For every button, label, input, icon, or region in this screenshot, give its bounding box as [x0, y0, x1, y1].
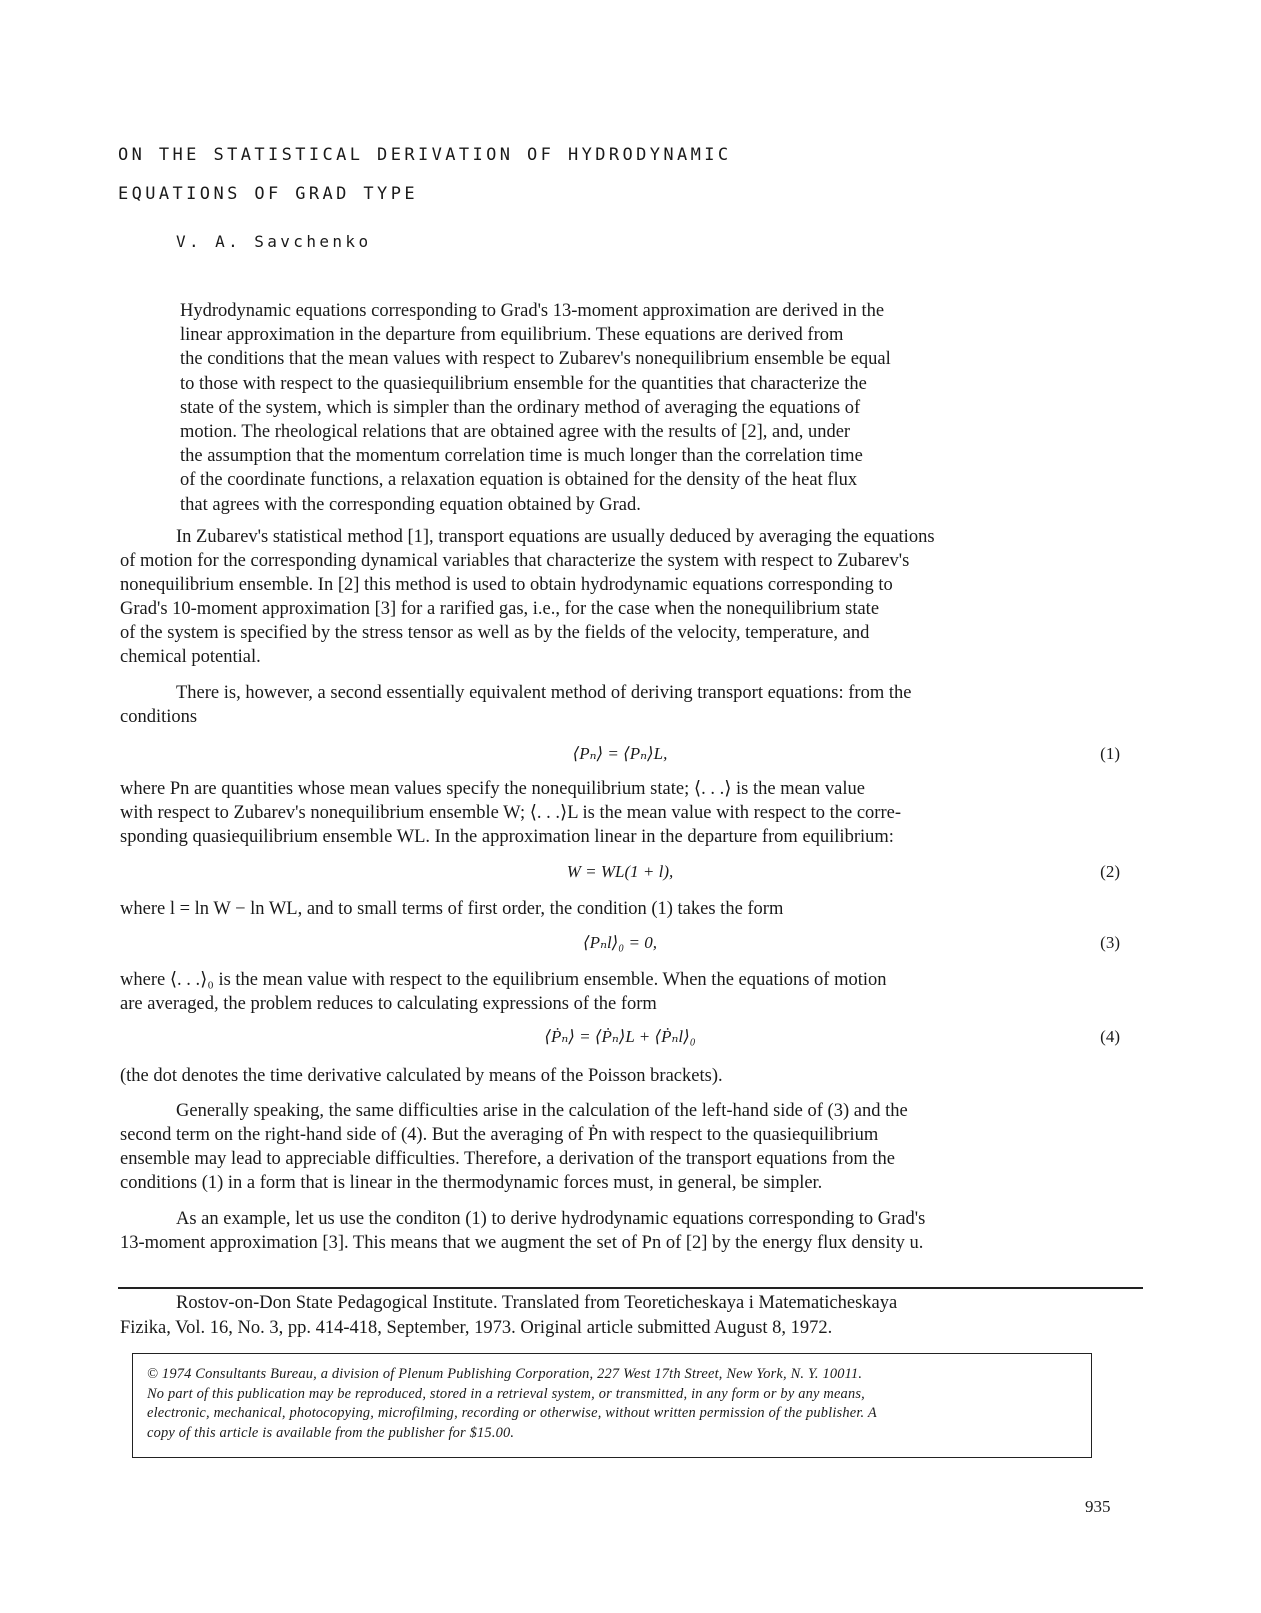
copyright-line: © 1974 Consultants Bureau, a division of Plenum Publishing Corporation, 227 West 17th Street, New York, N. Y. 10011. [147, 1366, 863, 1382]
abstract-line: motion. The rheological relations that are obtained agree with the results of [2], and, under [180, 422, 851, 443]
paragraph-line: conditions [120, 707, 198, 727]
abstract-line: that agrees with the corresponding equation obtained by Grad. [180, 494, 641, 515]
abstract-line: of the coordinate functions, a relaxation equation is obtained for the density of the heat flux [180, 470, 858, 491]
equation-number: (4) [1100, 1027, 1120, 1046]
paragraph-line: chemical potential. [120, 647, 261, 667]
paragraph-line: 13-moment approximation [3]. This means that we augment the set of Pn of [2] by the energy flux density u. [120, 1233, 924, 1253]
paragraph-line: Generally speaking, the same difficulties arise in the calculation of the left-hand side of (3) and the [176, 1101, 908, 1121]
affiliation-note [120, 1291, 1140, 1340]
equation-number: (1) [1100, 744, 1120, 763]
paragraph-4 [120, 897, 1140, 921]
copyright-line: copy of this article is available from the publisher for $15.00. [147, 1424, 515, 1441]
paragraph-line: second term on the right-hand side of (4). But the averaging of Ṗn with respect to the quasiequilibrium [120, 1125, 879, 1145]
paragraph-7 [120, 1099, 1140, 1195]
paragraph-line: Grad's 10-moment approximation [3] for a rarified gas, i.e., for the case when the nonequilibrium state [120, 599, 880, 619]
equation-number: (3) [1100, 933, 1120, 952]
equation-4 [120, 1027, 1120, 1051]
paragraph-2 [120, 681, 1140, 729]
paragraph-line: In Zubarev's statistical method [1], transport equations are usually deduced by averaging the equations [176, 527, 935, 547]
footnote-divider [118, 1287, 1143, 1289]
paragraph-line: of motion for the corresponding dynamical variables that characterize the system with respect to Zubarev's [120, 551, 910, 571]
paragraph-6 [120, 1064, 1140, 1088]
copyright-line: No part of this publication may be reproduced, stored in a retrieval system, or transmitted, in any form or by any means, [147, 1385, 865, 1402]
abstract-line: Hydrodynamic equations corresponding to Grad's 13-moment approximation are derived in the [180, 301, 885, 321]
equation-expression: W = WL(1 + l), [566, 862, 674, 881]
paragraph-line: where ⟨. . .⟩₀ is the mean value with respect to the equilibrium ensemble. When the equations of motion [120, 970, 887, 990]
equation-expression: ⟨Pₙl⟩₀ = 0, [583, 933, 657, 952]
equation-1 [120, 744, 1120, 768]
paragraph-line: where l = ln W − ln WL, and to small terms of first order, the condition (1) takes the form [120, 899, 784, 919]
paragraph-line: (the dot denotes the time derivative calculated by means of the Poisson brackets). [120, 1066, 723, 1086]
abstract-line: to those with respect to the quasiequilibrium ensemble for the quantities that characterize the [180, 373, 867, 394]
paragraph-line: are averaged, the problem reduces to calculating expressions of the form [120, 994, 657, 1014]
page-number: 935 [1085, 1497, 1111, 1516]
paragraph-1 [120, 525, 1140, 669]
paragraph-line: where Pn are quantities whose mean values specify the nonequilibrium state; ⟨. . .⟩ is the mean value [120, 779, 865, 799]
equation-number: (2) [1100, 862, 1120, 881]
equation-2 [120, 862, 1120, 886]
paragraph-5 [120, 968, 1140, 1016]
paragraph-8 [120, 1207, 1140, 1255]
paragraph-line: There is, however, a second essentially equivalent method of deriving transport equations: from the [176, 683, 912, 703]
abstract-line: the conditions that the mean values with respect to Zubarev's nonequilibrium ensemble be equal [180, 349, 891, 370]
abstract-line: the assumption that the momentum correlation time is much longer than the correlation time [180, 446, 863, 467]
affiliation-line: Rostov-on-Don State Pedagogical Institute. Translated from Teoreticheskaya i Matematicheskaya [176, 1293, 898, 1313]
paragraph-line: nonequilibrium ensemble. In [2] this method is used to obtain hydrodynamic equations corresponding to [120, 575, 893, 595]
paragraph-line: As an example, let us use the conditon (1) to derive hydrodynamic equations corresponding to Grad's [176, 1209, 926, 1229]
abstract-line: state of the system, which is simpler than the ordinary method of averaging the equations of [180, 397, 861, 418]
equation-expression: ⟨Ṗₙ⟩ = ⟨Ṗₙ⟩L + ⟨Ṗₙl⟩₀ [544, 1027, 696, 1046]
equation-3 [120, 933, 1120, 957]
paragraph-line: with respect to Zubarev's nonequilibrium ensemble W; ⟨. . .⟩L is the mean value with respect to the corre- [120, 803, 902, 823]
title-line-2: EQUATIONS OF GRAD TYPE [118, 184, 418, 204]
paragraph-3 [120, 777, 1140, 849]
copyright-notice [132, 1353, 1092, 1458]
abstract [180, 299, 1100, 517]
abstract-line: linear approximation in the departure from equilibrium. These equations are derived from [180, 325, 844, 346]
paragraph-line: ensemble may lead to appreciable difficulties. Therefore, a derivation of the transport equations from the [120, 1149, 896, 1169]
equation-expression: ⟨Pₙ⟩ = ⟨Pₙ⟩L, [572, 744, 668, 763]
title-line-1: ON THE STATISTICAL DERIVATION OF HYDRODYNAMIC [118, 145, 732, 165]
copyright-line: electronic, mechanical, photocopying, microfilming, recording or otherwise, without written permission of the publisher. A [147, 1405, 877, 1421]
paragraph-line: of the system is specified by the stress tensor as well as by the fields of the velocity, temperature, and [120, 623, 870, 643]
author: V. A. Savchenko [176, 232, 372, 251]
affiliation-line: Fizika, Vol. 16, No. 3, pp. 414-418, September, 1973. Original article submitted August 8, 1972. [120, 1317, 833, 1338]
paragraph-line: conditions (1) in a form that is linear in the thermodynamic forces must, in general, be simpler. [120, 1173, 823, 1193]
paragraph-line: sponding quasiequilibrium ensemble WL. In the approximation linear in the departure from equilibrium: [120, 827, 894, 847]
